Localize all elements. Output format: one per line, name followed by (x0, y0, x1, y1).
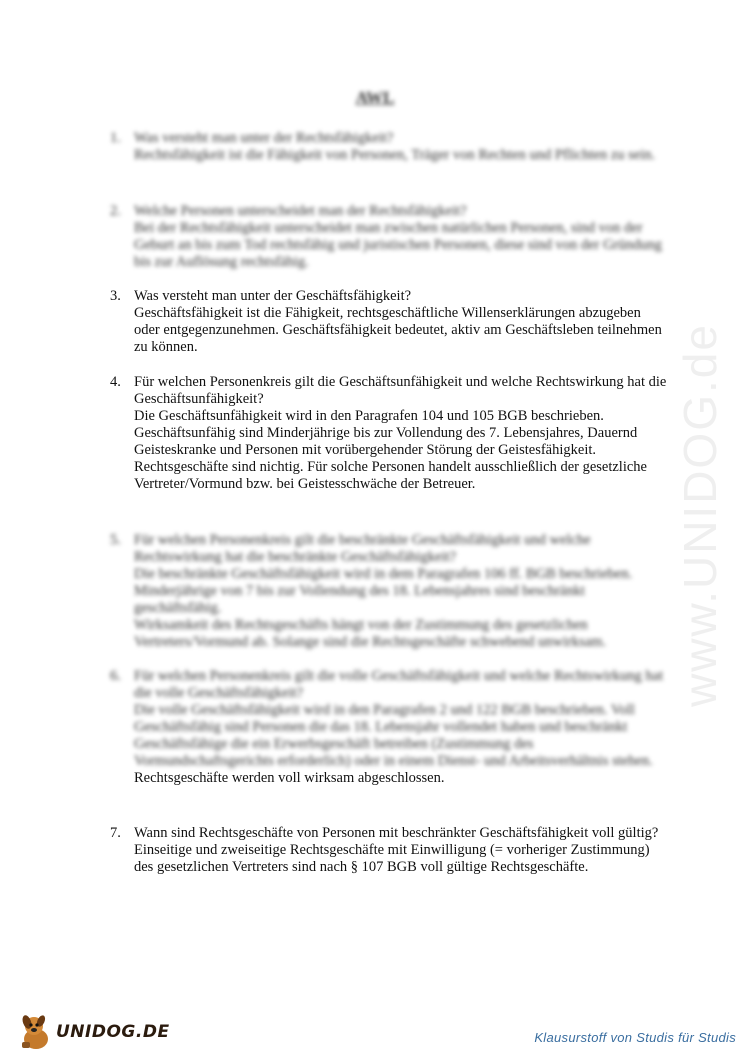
footer-tagline: Klausurstoff von Studis für Studis (534, 1030, 736, 1045)
answer-text: Einseitige und zweiseitige Rechtsgeschäfte mit Einwilligung (= vorheriger Zustimmung) des gesetzlichen Vertreters sind nach § 107 BGB voll gültige Rechtsgeschäfte. (134, 842, 650, 875)
question-text: Für welchen Personenkreis gilt die beschränkte Geschäftsfähigkeit und welche Rechtswirkung hat die beschränkte Geschäftsfähigkeit? (134, 532, 591, 565)
answer-consequence: Rechtsgeschäfte sind nichtig. Für solche Personen handelt ausschließlich der gesetzliche Vertreter/Vormund bzw. bei Geistesschwäche der Betreuer. (134, 459, 647, 492)
question-item-1 (110, 130, 670, 164)
dog-mascot-icon (18, 1012, 54, 1052)
question-number: 3. (110, 288, 121, 304)
question-number: 6. (110, 668, 121, 684)
question-number: 5. (110, 532, 121, 548)
answer-consequence: Rechtsgeschäfte werden voll wirksam abgeschlossen. (134, 770, 445, 786)
answer-text: Die volle Geschäftsfähigkeit wird in den Paragrafen 2 und 122 BGB beschrieben. Voll Geschäftsfähig sind Personen die das 18. Lebensjahr vollendet haben und beschränkt Geschäftsfähige die ein Erwerbsgeschäft betreiben (Zustimmung des Vormundschaftsgerichts erforderlich) oder in einem Dienst- und Arbeitsverhältnis stehen. (134, 702, 653, 769)
question-number: 4. (110, 374, 121, 390)
watermark (660, 290, 740, 740)
question-text: Wann sind Rechtsgeschäfte von Personen mit beschränkter Geschäftsfähigkeit voll gültig? (134, 825, 659, 841)
question-number: 2. (110, 203, 121, 219)
answer-text: Geschäftsfähigkeit ist die Fähigkeit, rechtsgeschäftliche Willenserklärungen abzugeben oder entgegenzunehmen. Geschäftsfähigkeit bedeutet, aktiv am Geschäftsleben teilnehmen zu können. (134, 305, 662, 355)
page-title: AWL (355, 88, 395, 107)
unidog-logo[interactable] (18, 1012, 170, 1052)
question-text: Was versteht man unter der Geschäftsfähigkeit? (134, 288, 412, 304)
answer-consequence: Wirksamkeit des Rechtsgeschäfts hängt von der Zustimmung des gesetzlichen Vertreters/Vormund ab. Solange sind die Rechtsgeschäfte schwebend unwirksam. (134, 617, 607, 650)
question-text: Welche Personen unterscheidet man der Rechtsfähigkeit? (134, 203, 467, 219)
question-item-3 (110, 288, 670, 356)
question-item-4 (110, 374, 670, 493)
question-item-7 (110, 825, 670, 876)
question-number: 7. (110, 825, 121, 841)
answer-text: Die beschränkte Geschäftsfähigkeit wird in dem Paragrafen 106 ff. BGB beschrieben. Minderjährige von 7 bis zur Vollendung des 18. Lebensjahres sind beschränkt geschäftsfähig. (134, 566, 633, 616)
question-item-6 (110, 668, 670, 787)
logo-text: UNIDOG.DE (56, 1022, 170, 1042)
question-item-5 (110, 532, 670, 651)
question-text: Für welchen Personenkreis gilt die volle Geschäftsfähigkeit und welche Rechtswirkung hat die volle Geschäftsfähigkeit? (134, 668, 664, 701)
question-text: Für welchen Personenkreis gilt die Geschäftsunfähigkeit und welche Rechtswirkung hat die Geschäftsunfähigkeit? (134, 374, 667, 407)
answer-text: Die Geschäftsunfähigkeit wird in den Paragrafen 104 und 105 BGB beschrieben. Geschäftsunfähig sind Minderjährige bis zur Vollendung des 7. Lebensjahres, Dauernd Geisteskranke und Personen mit vorübergehender Störung der Geistesfähigkeit. (134, 408, 638, 458)
question-item-2 (110, 203, 670, 271)
watermark-text: www.UNIDOG.de (674, 323, 727, 707)
answer-text: Bei der Rechtsfähigkeit unterscheidet man zwischen natürlichen Personen, sind von der Geburt an bis zum Tod rechtsfähig und juristischen Personen, diese sind von der Gründung bis zur Auflösung rechtsfähig. (134, 220, 662, 270)
answer-text: Rechtsfähigkeit ist die Fähigkeit von Personen, Träger von Rechten und Pflichten zu sein. (134, 147, 656, 163)
question-text: Was versteht man unter der Rechtsfähigkeit? (134, 130, 394, 146)
question-number: 1. (110, 130, 121, 146)
